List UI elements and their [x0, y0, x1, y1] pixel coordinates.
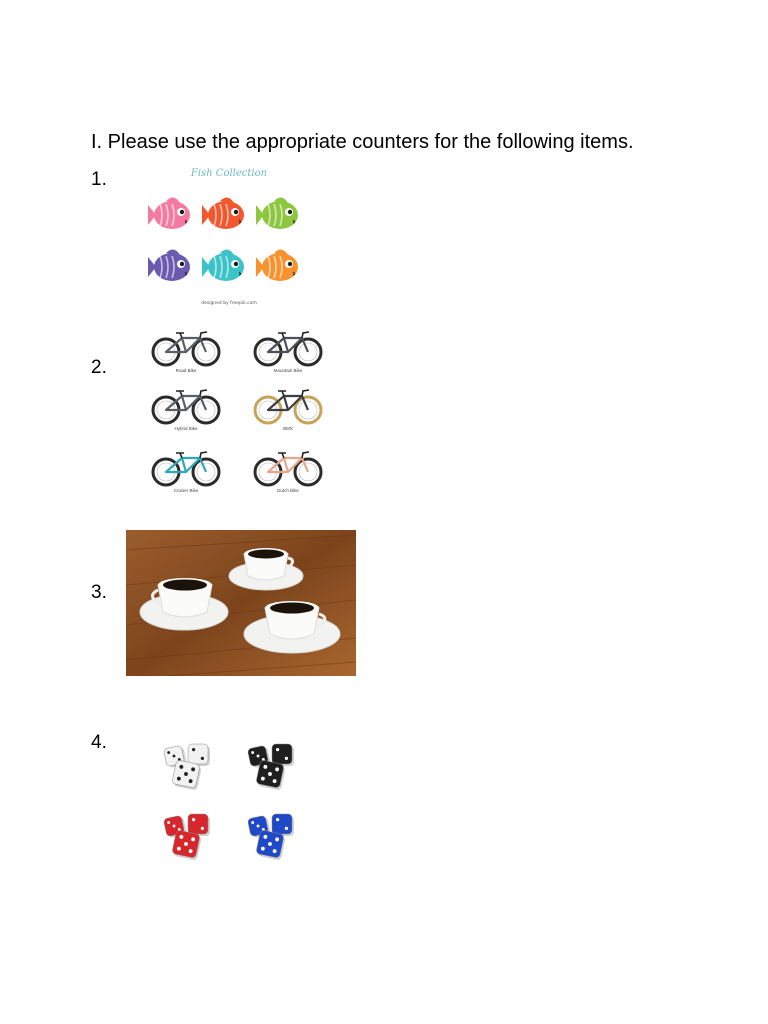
- fish-2: [202, 197, 244, 229]
- coffee-cups-photo: [126, 530, 356, 676]
- fish-collection-image: [140, 157, 318, 309]
- item-2-number: 2.: [91, 357, 107, 378]
- dice-set-4: [247, 814, 294, 861]
- bike-6: [255, 452, 321, 493]
- bike-label: Road Bike: [175, 368, 197, 373]
- bike-label: Dutch Bike: [277, 488, 299, 493]
- dice-set-2: [247, 744, 294, 791]
- bike-label: Hybrid Bike: [174, 426, 198, 431]
- bike-illustration: [142, 324, 332, 500]
- bike-label: Cruiser Bike: [173, 488, 199, 493]
- fish-title: Fish Collection: [190, 168, 268, 179]
- item-1-number: 1.: [91, 169, 107, 190]
- bike-types-image: [142, 324, 332, 500]
- bike-2: [255, 332, 321, 373]
- fish-1: [148, 197, 190, 229]
- bike-label: BMX: [283, 426, 293, 431]
- item-4-number: 4.: [91, 732, 107, 753]
- dice-set-1: [163, 744, 210, 791]
- die: [171, 830, 202, 861]
- fish-4: [148, 249, 190, 281]
- fish-3: [256, 197, 298, 229]
- die: [255, 830, 286, 861]
- bike-label: Mountain Bike: [273, 368, 303, 373]
- fish-5: [202, 249, 244, 281]
- bike-5: [153, 452, 219, 493]
- bike-3: [153, 390, 219, 431]
- bike-4: [255, 390, 321, 431]
- die: [171, 760, 202, 791]
- coffee-cups-illustration: [126, 530, 356, 676]
- dice-set-3: [163, 814, 210, 861]
- bike-1: [153, 332, 219, 373]
- item-3-number: 3.: [91, 582, 107, 603]
- fish-credit: designed by freepik.com: [201, 301, 257, 306]
- fish-6: [256, 249, 298, 281]
- page-heading: I. Please use the appropriate counters for the following items.: [91, 131, 634, 153]
- dice-image: [150, 714, 328, 882]
- dice-illustration: [150, 714, 328, 882]
- fish-illustration: [140, 157, 318, 309]
- die: [255, 760, 286, 791]
